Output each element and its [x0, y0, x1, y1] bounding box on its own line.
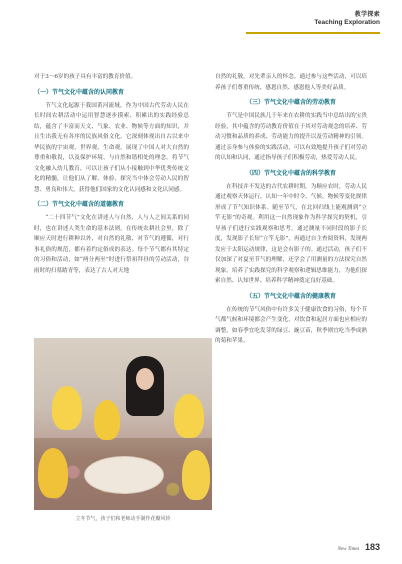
section-5-title: （五）节气文化中蕴含的健康教育 [245, 292, 336, 300]
activity-photo [34, 338, 212, 510]
photo-child [182, 450, 210, 500]
section-5-body: 在传统的节气风俗中有许多关于健康饮食的习俗，每个节气都气候和环境都会产生变化，对饮食和起居方面也应相应的调整，如春季宜吃发芽的绿豆、豌豆苗，秋季则宜吃当季成熟的菊和苹果。 [215, 306, 367, 344]
page-number: 183 [364, 542, 380, 552]
photo-child [94, 400, 120, 440]
left-column [34, 72, 189, 276]
header-rule [246, 32, 380, 34]
section-4-body: 在科技并不发达的古代农耕时期，为顺应农时，劳动人民通过观察天体运行，认知一年中时令、气候、物候等变化规律形成了节气知识体系。随至节气，在北回归线上能观测到“立竿无影”的奇观。利用这一自然现象作为科学探究的契机，引导孩子们进行实践观察和思考，通过测量不同时段的影子长度，发现影子长短“立竿无影”，再通过自主查阅资料，发现两发应于太阳运动规律，这是会有影子的。通过活动，孩子们不仅加深了对夏至节气的理解，还学会了用测量的方法探究自然现象，培养了实践探究的科学观察和逻辑思维能力，为他们探索自然、认知世界、培养科学精神奠定良好基础。 [215, 183, 367, 284]
section-4-title: （四）节气文化中蕴含的科学教育 [245, 169, 336, 177]
photo-child [174, 394, 204, 438]
journal-name: New Times [337, 547, 360, 552]
section-1-body: 节气文化起源于我国黄河流域，作为中国古代劳动人民在长时间农耕活动中运用智慧逐步摸索、积累出的实践经验总结，蕴含了丰富而天文、气象、农业、物候等方面的知识，并且生出我无有各序的民族风俗文化。它深刻体现出自古以来中华民族的宇宙观、世界观、生命观，展现了中国人对大自然的尊重和敬畏，以及保护环境、与自然和谐相处的理念。将节气文化融入幼儿教育，可以让孩子们从小接触到中华优秀传统文化的精髓，让他们从了解、体验、探究当中体会劳动人民的智慧、勇良和伟大，获得他们国家的文化认同感和文化认同感。 [34, 102, 189, 193]
photo-child [52, 386, 82, 430]
section-1-title: （一）节气文化中蕴含的认同教育 [34, 88, 125, 96]
section-2-title: （二）节气文化中蕴含的道德教育 [34, 201, 125, 208]
photo-child [38, 448, 68, 498]
photo-caption: 立冬节气，孩子们和老师动手制作花瓣风铃 [75, 516, 171, 522]
right-intro: 自然的礼敬，对先辈亲人的怀念。通过参与这些活动，可以培养孩子们尊重传统、感恩自然、感恩他人等美好品质。 [215, 74, 367, 91]
section-3-title: （三）节气文化中蕴含的劳动教育 [245, 99, 336, 106]
photo-teacher-face [136, 368, 154, 390]
section-2-body: “二十四节气”文化在讲述人与自然、人与人之间关系的同时，也在讲述人类生命的基本法则。在传统农耕社会里，除了顺应天时进行耕种以外，对自然的礼敬、对节气的遵循，对行事礼俗的规范，都有着约定俗成的表达。每个节气都有其特定的习俗和活动，如“两分两至”时进行祭祖拜昼的劳动活动，谷雨时的扫墓踏青等，表达了古人对天地 [34, 215, 189, 274]
photo-petal-tray [84, 456, 164, 494]
section-3-body: 节气是中国民族几千年来在农耕的实践当中总结出的宝贵经验，其中蕴含的劳动教育价值在于其对劳动观念的培养、劳动习惯和品质的养成、劳动能力的提升以及劳动精神的引领。通过亲身参与体验的实践活动，可以有效地提升孩子们对劳动的认知和认同，通过指导孩子们积极劳动，热爱劳动人民。 [215, 113, 367, 161]
left-intro: 对于3～6岁的孩子具有丰富的教育价值。 [34, 74, 137, 80]
header-section-en: Teaching Exploration [314, 18, 380, 26]
page-footer [338, 542, 380, 552]
running-header [314, 12, 380, 26]
right-column [215, 72, 367, 347]
header-section-cn: 教学探索 [354, 11, 380, 18]
